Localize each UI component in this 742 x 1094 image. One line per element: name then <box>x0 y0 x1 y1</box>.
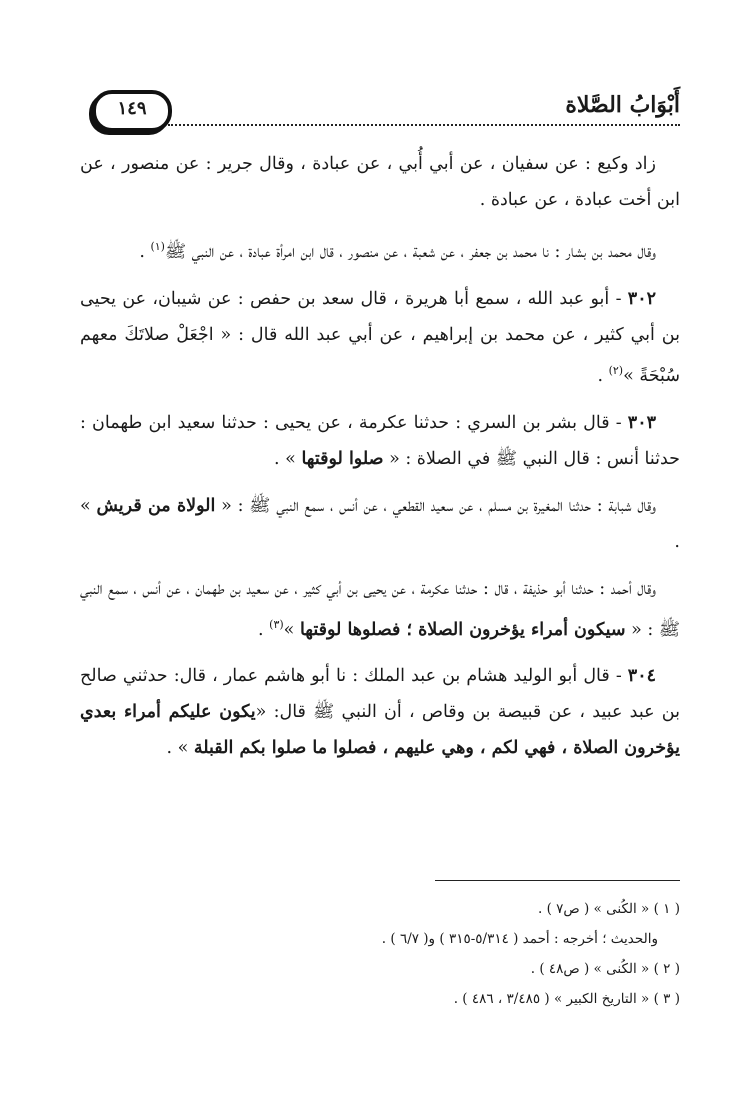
quote-close: » <box>283 619 300 640</box>
paragraph-end: » . <box>80 495 680 552</box>
hadith-quote: صلوا لوقتها <box>301 448 384 469</box>
paragraph-text: وقال شبابة : حدثنا المغيرة بن مسلم ، عن سعيد القطعي ، عن أنس ، سمع النبي ﷺ : « <box>215 495 657 516</box>
page-header <box>80 84 680 132</box>
page-body <box>80 146 680 777</box>
hadith-303 <box>80 405 680 477</box>
paragraph-text: - قال بشر بن السري : حدثنا عكرمة ، عن يحيى : حدثنا سعيد ابن طهمان : حدثنا أنس : قال النبي ﷺ في الصلاة : « <box>80 412 680 469</box>
paragraph-text: - قال أبو الوليد هشام بن عبد الملك : نا أبو هاشم عمار ، قال: حدثني صالح بن عبد عبيد ، عن قبيصة بن وقاص ، أن النبي ﷺ قال: « <box>80 666 680 723</box>
paragraph-end: . <box>597 365 609 386</box>
hadith-302 <box>80 281 680 394</box>
hadith-quote: يكون عليكم أمراء بعدي يؤخرون الصلاة ، فهي لكم ، وهي عليهم ، فصلوا ما صلوا بكم القبلة <box>80 702 680 759</box>
footnote-rule <box>435 880 680 881</box>
footnote-2: ( ٢ ) « الكُنى » ( ص٤٨ ) . <box>530 961 680 977</box>
hadith-quote: الولاة من قريش <box>96 495 216 516</box>
paragraph-end: . <box>139 241 151 262</box>
hadith-number: ٣٠٣ <box>627 412 656 433</box>
hadith-number: ٣٠٢ <box>627 288 656 309</box>
footnote-3: ( ٣ ) « التاريخ الكبير » ( ٣/٤٨٥ ، ٤٨٦ ) . <box>453 991 680 1007</box>
paragraph-text: وقال محمد بن بشار : نا محمد بن جعفر ، عن شعبة ، عن منصور ، قال ابن امرأة عبادة ، عن النبي ﷺ <box>164 241 656 262</box>
footnote-1: ( ١ ) « الكُنى » ( ص٧ ) . <box>537 901 680 917</box>
footnote-marker[interactable]: (٣) <box>269 617 284 631</box>
paragraph-end: . <box>258 619 270 640</box>
footnote-marker[interactable]: (١) <box>150 240 165 253</box>
footnote-1-detail: والحديث ؛ أخرجه : أحمد ( ٥/٣١٤-٣١٥ ) و( ٦/٧ ) . <box>381 931 658 947</box>
hadith-number: ٣٠٤ <box>627 666 656 687</box>
paragraph-1 <box>80 146 680 218</box>
paragraph-text: وقال أحمد : حدثنا أبو حذيفة ، قال : حدثنا عكرمة ، عن يحيى بن أبي كثير ، عن سعيد بن طهمان ، عن أنس ، سمع النبي ﷺ : « <box>80 578 680 640</box>
page-number-frame <box>92 90 172 132</box>
paragraph-text: زاد وكيع : عن سفيان ، عن أبي أُبي ، عن عبادة ، وقال جرير : عن منصور ، عن ابن أخت عبادة ، عن عبادة . <box>80 154 680 210</box>
hadith-304 <box>80 658 680 766</box>
paragraph-end: » . <box>166 738 194 759</box>
paragraph-5 <box>80 488 680 560</box>
paragraph-2 <box>80 229 680 270</box>
paragraph-end: » . <box>274 448 302 469</box>
hadith-quote: سيكون أمراء يؤخرون الصلاة ؛ فصلوها لوقتها <box>299 619 626 640</box>
page-number: ١٤٩ <box>117 98 147 119</box>
footnotes <box>80 894 680 1014</box>
chapter-title: أَبْوَابُ الصَّلاة <box>565 92 680 118</box>
paragraph-6 <box>80 571 680 648</box>
paragraph-text: - أبو عبد الله ، سمع أبا هريرة ، قال سعد بن حفص : عن شيبان، عن يحيى بن أبي كثير ، عن محمد بن إبراهيم ، عن أبي عبد الله قال : « اجْعَلْ صلاتَكَ معهم سُبْحَةً » <box>80 288 680 386</box>
footnote-marker[interactable]: (٢) <box>608 363 624 377</box>
header-rule <box>168 124 680 126</box>
